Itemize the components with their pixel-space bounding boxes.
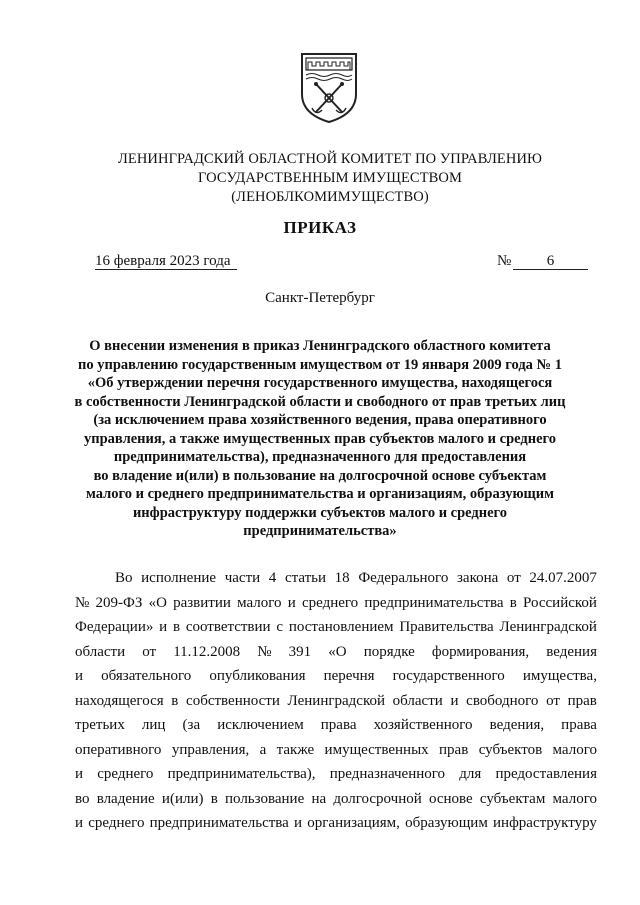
word: Ленинградской — [287, 692, 385, 709]
word: инфраструктуру — [493, 815, 597, 831]
word: государственного — [392, 668, 505, 684]
word: владение — [96, 790, 155, 807]
organization-name — [80, 150, 580, 207]
word: Российской — [523, 594, 597, 611]
word: обязательного — [101, 668, 192, 684]
title-line: по управлению государственным имуществом от 19 января 2009 года № 1 — [77, 356, 562, 373]
word: части — [224, 570, 261, 586]
word: перечня — [323, 668, 375, 684]
title-line: (за исключением права хозяйственного ведения, права оперативного — [93, 412, 547, 428]
word: «О — [328, 643, 347, 660]
city: Санкт-Петербург — [265, 290, 375, 306]
word: и — [294, 815, 303, 831]
word: 18 — [334, 570, 350, 586]
body-line — [75, 713, 597, 738]
word: третьих — [75, 717, 125, 733]
body-line — [75, 664, 597, 689]
title-line: предпринимательства), предназначенного для предоставления — [113, 449, 527, 465]
word: малого — [237, 594, 282, 611]
title-line: управления, а также имущественных прав субъектов малого и среднего — [84, 430, 556, 447]
word: области — [392, 692, 443, 709]
word: предпринимательства — [364, 594, 504, 611]
document-number: 6 — [513, 253, 588, 270]
word: в — [172, 619, 181, 635]
word: исполнение — [141, 570, 217, 586]
word: в — [171, 692, 179, 709]
body-line — [75, 689, 597, 714]
word: закона — [456, 570, 499, 586]
word: имущества, — [522, 668, 597, 684]
body-line — [75, 615, 597, 640]
word: постановлением — [288, 619, 394, 635]
word: формирования, — [431, 643, 530, 660]
word: и — [450, 692, 459, 709]
word: права — [320, 717, 357, 733]
word: Во — [115, 570, 133, 586]
word: основе — [428, 790, 473, 807]
org-line: ГОСУДАРСТВЕННЫМ ИМУЩЕСТВОМ — [198, 170, 462, 186]
word: прав — [439, 741, 469, 758]
word: и(или) — [161, 790, 204, 807]
org-line: ЛЕНИНГРАДСКИЙ ОБЛАСТНОЙ КОМИТЕТ ПО УПРАВЛЕНИЮ — [117, 151, 543, 167]
word: долгосрочной — [333, 790, 422, 807]
title-line: малого и среднего предпринимательства и организациям, образующим — [85, 486, 555, 502]
title-line: «Об утверждении перечня государственного имущества, находящегося — [87, 375, 553, 391]
word: малого — [552, 741, 597, 758]
word: организациям, — [307, 815, 400, 831]
title-line: предпринимательства» — [243, 523, 397, 539]
word: № — [75, 594, 90, 611]
word: в — [509, 594, 517, 611]
word: права — [561, 717, 597, 733]
word: ведения — [546, 643, 597, 660]
word: 4 — [268, 570, 277, 586]
word: среднего — [97, 766, 154, 782]
body-line — [75, 762, 597, 787]
word: и — [287, 594, 296, 611]
word: среднего — [88, 815, 145, 831]
word: области — [75, 643, 126, 660]
word: Правительства — [399, 619, 494, 635]
word: 209-ФЗ — [95, 594, 143, 611]
body-line — [75, 787, 597, 812]
word: предпринимательства — [149, 815, 289, 831]
word: малого — [552, 790, 597, 807]
word: Ленинградской — [499, 619, 597, 635]
word: 391 — [288, 643, 312, 660]
word: № — [257, 643, 272, 660]
title-line: во владение и(или) в пользование на долгосрочной основе субъектам — [93, 467, 547, 484]
order-title — [60, 337, 580, 541]
word: находящегося — [75, 692, 164, 709]
word: лиц — [141, 717, 166, 733]
word: субъектам — [479, 790, 546, 807]
word: во — [75, 790, 90, 807]
word: и — [75, 668, 84, 684]
coat-of-arms-emblem — [298, 50, 360, 124]
word: собственности — [186, 692, 280, 709]
word: и — [75, 766, 84, 782]
word: предназначенного — [329, 766, 446, 782]
word: 24.07.2007 — [529, 570, 597, 586]
word: имущественных — [324, 741, 429, 758]
word: и — [159, 619, 168, 635]
word: на — [311, 790, 327, 807]
word: (за — [182, 717, 201, 733]
word: от — [546, 692, 560, 709]
document-type: ПРИКАЗ — [283, 218, 357, 237]
number-label: № — [497, 253, 512, 269]
org-line: (ЛЕНОБЛКОМИМУЩЕСТВО) — [231, 189, 429, 205]
word: оперативного — [75, 741, 162, 758]
word: опубликования — [209, 668, 306, 684]
word: среднего — [301, 594, 359, 611]
body-line — [75, 738, 597, 763]
word: Федерации» — [75, 619, 154, 635]
body-line — [75, 591, 597, 616]
word: ведения, — [489, 717, 545, 733]
word: порядке — [363, 643, 415, 660]
word: предоставления — [495, 766, 597, 782]
word: свободного — [466, 692, 539, 709]
word: субъектов — [478, 741, 543, 758]
word: управления, — [171, 741, 250, 758]
document-date: 16 февраля 2023 года — [95, 253, 237, 270]
word: развитии — [173, 594, 231, 611]
body-line — [75, 566, 597, 591]
word: хозяйственного — [373, 717, 473, 733]
word: соответствии — [185, 619, 271, 635]
word: и — [75, 815, 84, 831]
word: образующим — [405, 815, 488, 831]
title-line: О внесении изменения в приказ Ленинградского областного комитета — [89, 338, 551, 354]
word: от — [142, 643, 157, 660]
word: статьи — [284, 570, 327, 586]
title-line: инфраструктуру поддержки субъектов малого и среднего — [132, 504, 508, 521]
word: 11.12.2008 — [173, 643, 241, 660]
body-paragraph — [75, 566, 597, 836]
word: исключением — [217, 717, 304, 733]
word: Федерального — [358, 570, 449, 586]
body-line — [75, 640, 597, 665]
word: для — [459, 766, 482, 782]
word: предпринимательства), — [167, 766, 316, 782]
word: прав — [567, 692, 597, 709]
body-line — [75, 811, 597, 836]
word: а — [259, 741, 267, 758]
word: с — [276, 619, 284, 635]
word: также — [276, 741, 315, 758]
word: в — [210, 790, 218, 807]
word: от — [506, 570, 521, 586]
word: «О — [148, 594, 167, 611]
title-line: в собственности Ленинградской области и свободного от прав третьих лиц — [74, 393, 566, 410]
word: пользование — [224, 790, 305, 807]
